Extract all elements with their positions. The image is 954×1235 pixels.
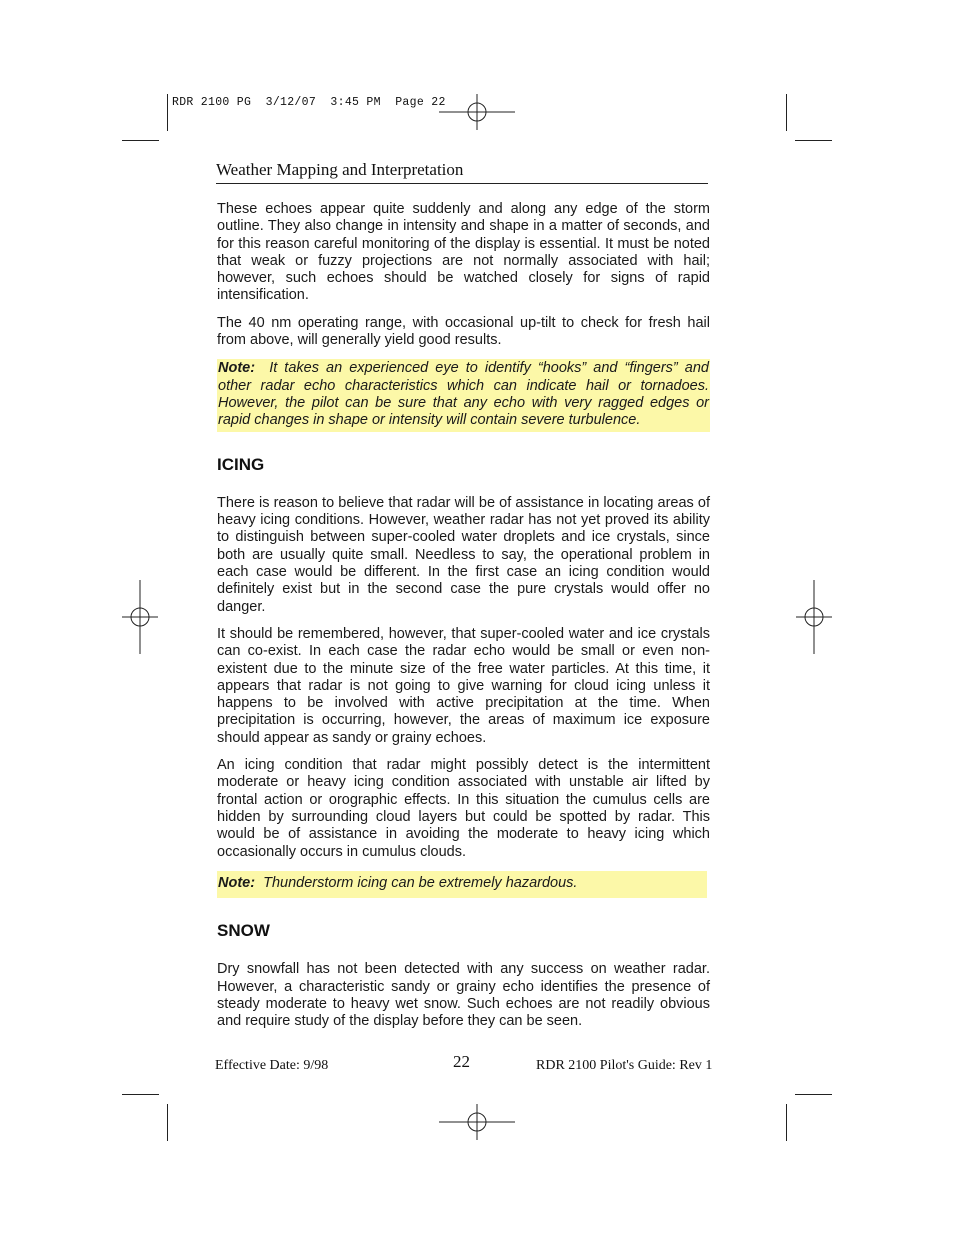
registration-mark-icon: [439, 1104, 515, 1140]
note-callout: [217, 871, 707, 898]
registration-mark-icon: [439, 94, 515, 130]
crop-mark: [786, 1104, 787, 1141]
paragraph: An icing condition that radar might possibly detect is the intermittent moderate or heavy icing condition associated with unstable air lifted by frontal action or orographic effects. In this situation the cumulus cells are hidden by surrounding cloud layers but could be spotted by radar. This would be of assistance in avoiding the moderate to heavy icing which occasionally occurs in cumulus clouds.: [217, 757, 710, 860]
paragraph: The 40 nm operating range, with occasional up-tilt to check for fresh hail from above, will generally yield good results.: [217, 314, 710, 349]
crop-mark: [795, 1094, 832, 1095]
note-text: It takes an experienced eye to identify “hooks” and “fingers” and other radar echo characteristics which can indicate hail or tornadoes. However, the pilot can be sure that any echo with very ragged edges or rapid changes in shape or intensity will contain severe turbulence.: [218, 360, 709, 429]
crop-mark: [795, 140, 832, 141]
footer-effective-date: Effective Date: 9/98: [215, 1058, 329, 1073]
page-number: 22: [453, 1052, 470, 1071]
registration-mark-icon: [122, 580, 158, 654]
note-text: Thunderstorm icing can be extremely hazardous.: [263, 874, 578, 891]
page-content: [217, 201, 710, 1041]
footer-guide-rev: RDR 2100 Pilot's Guide: Rev 1: [536, 1058, 713, 1073]
crop-mark: [167, 94, 168, 131]
crop-mark: [122, 140, 159, 141]
crop-mark: [167, 1104, 168, 1141]
note-label: Note:: [218, 874, 256, 891]
registration-mark-icon: [796, 580, 832, 654]
printer-slug: RDR 2100 PG 3/12/07 3:45 PM Page 22: [172, 96, 446, 109]
section-heading-snow: SNOW: [217, 921, 270, 941]
paragraph: These echoes appear quite suddenly and along any edge of the storm outline. They also change in intensity and shape in a matter of seconds, and for this reason careful monitoring of the display is essential. It must be noted that weak or fuzzy projections are not normally associated with hail; however, such echoes should be watched closely for signs of rapid intensification.: [217, 201, 710, 304]
note-callout: [217, 359, 710, 431]
crop-mark: [122, 1094, 159, 1095]
paragraph: Dry snowfall has not been detected with any success on weather radar. However, a characteristic sandy or grainy echo identifies the presence of steady moderate to heavy wet snow. Such echoes are not readily obvious and require study of the display before they can be seen.: [217, 961, 710, 1030]
note-label: Note:: [218, 360, 256, 377]
paragraph: It should be remembered, however, that super-cooled water and ice crystals can co-exist. In each case the radar echo would be small or even non-existent due to the minute size of the free water particles. At this time, it appears that radar is not going to give warning for cloud icing unless it happens to be involved with active precipitation at the time. When precipitation is occurring, however, the areas of maximum ice exposure should appear as sandy or grainy echoes.: [217, 625, 710, 746]
running-header: Weather Mapping and Interpretation: [216, 160, 708, 184]
section-heading-icing: ICING: [217, 454, 265, 474]
paragraph: There is reason to believe that radar will be of assistance in locating areas of heavy icing conditions. However, weather radar has not yet proved its ability to distinguish between super-cooled water droplets and ice crystals, since both are usually quite small. Needless to say, the operational problem in each case would be different. In the first case an icing condition would definitely exist but in the second case the pure crystals would offer no danger.: [217, 494, 710, 615]
crop-mark: [786, 94, 787, 131]
